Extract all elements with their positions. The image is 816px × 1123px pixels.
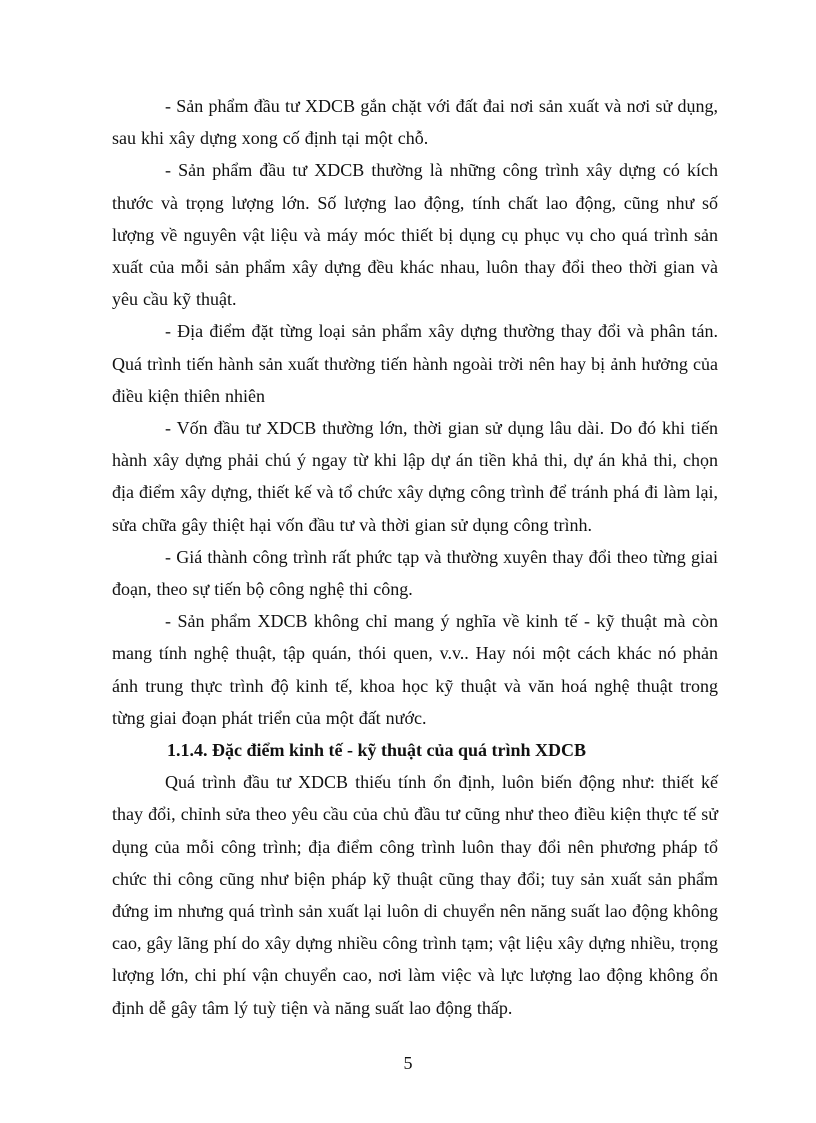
document-body — [112, 90, 718, 1024]
paragraph-large-capital: - Vốn đầu tư XDCB thường lớn, thời gian sử dụng lâu dài. Do đó khi tiến hành xây dựng phải chú ý ngay từ khi lập dự án tiền khả thi, dự án khả thi, chọn địa điểm xây dựng, thiết kế và tổ chức xây dựng công trình để tránh phá đi làm lại, sửa chữa gây thiệt hại vốn đầu tư và thời gian sử dụng công trình. — [112, 418, 718, 535]
paragraph-product-fixed-location: - Sản phẩm đầu tư XDCB gắn chặt với đất đai nơi sản xuất và nơi sử dụng, sau khi xây dựng xong cố định tại một chỗ. — [112, 96, 718, 149]
paragraph-complex-cost: - Giá thành công trình rất phức tạp và thường xuyên thay đổi theo từng giai đoạn, theo sự tiến bộ công nghệ thi công. — [112, 546, 718, 600]
paragraph-product-size-weight: - Sản phẩm đầu tư XDCB thường là những công trình xây dựng có kích thước và trọng lượng lớn. Số lượng lao động, tính chất lao động, cũng như số lượng về nguyên vật liệu và máy móc thiết bị dụng cụ phục vụ cho quá trình sản xuất của mỗi sản phẩm xây dựng đều khác nhau, luôn thay đổi theo thời gian và yêu cầu kỹ thuật. — [112, 160, 718, 310]
paragraph-artistic-meaning: - Sản phẩm XDCB không chỉ mang ý nghĩa về kinh tế - kỹ thuật mà còn mang tính nghệ thuật, tập quán, thói quen, v.v.. Hay nói một cách khác nó phản ánh trung thực trình độ kinh tế, khoa học kỹ thuật và văn hoá nghệ thuật trong từng giai đoạn phát triển của một đất nước. — [112, 611, 718, 728]
paragraph-process-characteristics: Quá trình đầu tư XDCB thiếu tính ổn định, luôn biến động như: thiết kế thay đổi, chỉnh sửa theo yêu cầu của chủ đầu tư cũng như theo điều kiện thực tế sử dụng của mỗi công trình; địa điểm công trình luôn thay đổi nên phương pháp tổ chức thi công cũng như biện pháp kỹ thuật cũng thay đổi; tuy sản xuất sản phẩm đứng im nhưng quá trình sản xuất lại luôn di chuyển nên năng suất lao động không cao, gây lãng phí do xây dựng nhiều công trình tạm; vật liệu xây dựng nhiều, trọng lượng lớn, chi phí vận chuyển cao, nơi làm việc và lực lượng lao động không ổn định dễ gây tâm lý tuỳ tiện và năng suất lao động thấp. — [112, 772, 718, 1018]
page-number: 5 — [403, 1053, 413, 1073]
section-heading: 1.1.4. Đặc điểm kinh tế - kỹ thuật của quá trình XDCB — [167, 740, 587, 761]
paragraph-location-dispersed: - Địa điểm đặt từng loại sản phẩm xây dựng thường thay đổi và phân tán. Quá trình tiến hành sản xuất thường tiến hành ngoài trời nên hay bị ảnh hưởng của điều kiện thiên nhiên — [112, 321, 718, 406]
